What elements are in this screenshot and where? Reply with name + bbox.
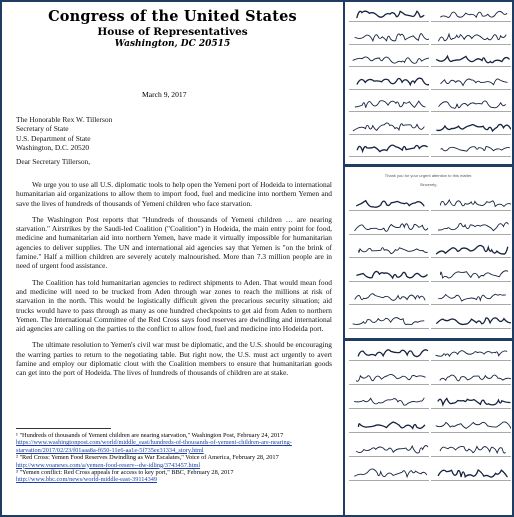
signature [431, 96, 511, 116]
body-paragraph: The Washington Post reports that "Hundreds of thousands of Yemeni children … are nearing starvation." Airstrikes by the Saudi-led Coalition ("Coalition") in Hodeida, the main entry point for food, medicine and humanitarian aid into northern Yemen, have made it virtually impossible for humanitarian agencies to deliver supplies. The UN and international aid agencies say that Yemen is "on the brink of famine." Half a million children are severely acutely malnourished. More than 7.3 million people are in need of urgent food assistance. [16, 214, 332, 271]
footnote: ¹ "Hundreds of thousands of Yemeni children are nearing starvation," Washington Post, February 24, 2017 [16, 432, 284, 439]
signature-caption-line [349, 210, 429, 215]
signature [349, 289, 429, 309]
signature [349, 6, 429, 26]
signature-row [345, 141, 512, 164]
signature [349, 29, 429, 49]
signature-row [345, 417, 512, 443]
letter-page [2, 2, 343, 515]
signature-caption-line [349, 384, 429, 389]
footnote-link[interactable]: http://www.voanews.com/a/yemen-food-reserv--dw-idling/3743457.html [16, 461, 201, 469]
signature [431, 417, 511, 437]
footnotes [16, 428, 336, 484]
signature-row [345, 369, 512, 395]
signature-caption-line [431, 21, 511, 26]
signature [431, 369, 511, 389]
recipient-address [16, 115, 332, 152]
signature-row [345, 313, 512, 339]
signature [349, 369, 429, 389]
signature-caption-line [349, 328, 429, 333]
signature-caption-line [349, 408, 429, 413]
signature [349, 345, 429, 365]
signature [349, 417, 429, 437]
signature-row [345, 393, 512, 419]
signature [431, 6, 511, 26]
signature-row [345, 345, 512, 371]
signature [349, 96, 429, 116]
signature [431, 465, 511, 485]
signature-caption-line [431, 134, 511, 139]
signature-caption-line [431, 234, 511, 239]
signature [431, 74, 511, 94]
signature [431, 119, 511, 139]
signature-row [345, 266, 512, 292]
signature-caption-line [431, 44, 511, 49]
signature-row [345, 242, 512, 268]
recipient-line: Secretary of State [16, 124, 69, 134]
signature-page-3 [345, 341, 512, 515]
body-paragraph: We urge you to use all U.S. diplomatic tools to help open the Yemeni port of Hodeida to international humanitarian aid organizations to allow them to import food, fuel and medicine into northern Yemen and save the lives of hundreds of thousands of Yemeni children who face starvation. [16, 180, 332, 208]
footnote: ³ "Yemen conflict: Red Cross appeals for access to key port," BBC, February 28, 2017 [16, 469, 234, 477]
signature [431, 441, 511, 461]
signature [349, 219, 429, 239]
signature-caption-line [431, 432, 511, 437]
signature [349, 74, 429, 94]
signature [431, 242, 511, 262]
signature-caption-line [431, 384, 511, 389]
letterhead-congress: Congress of the United States [48, 8, 297, 25]
signature-caption-line [431, 480, 511, 485]
body-paragraph: The ultimate resolution to Yemen's civil war must be diplomatic, and the U.S. should be encouraging the warring parties to return to the negotiating table. But right now, the U.S. must act urgently to avert famine and employ our diplomatic clout with the Coalition members to ensure that humanitarian goods can get into the port of Hodeida. The lives of hundreds of thousands of children are at stake. [16, 340, 332, 378]
signature [349, 195, 429, 215]
signature [431, 51, 511, 71]
signature-caption-line [431, 360, 511, 365]
signature-caption-line [349, 156, 429, 161]
signature [349, 242, 429, 262]
recipient-line: U.S. Department of State [16, 133, 91, 143]
signature [431, 141, 511, 161]
signature-caption-line [349, 304, 429, 309]
signature-row [345, 195, 512, 221]
signature-caption-line [349, 21, 429, 26]
signature-row [345, 219, 512, 245]
salutation: Dear Secretary Tillerson, [16, 157, 91, 166]
signature-caption-line [431, 257, 511, 262]
body-paragraph: The Coalition has told humanitarian agencies to redirect shipments to Aden. That would mean food and medicine will need to be trucked from Aden through war zones to reach the millions at risk of starvation in the north. This would be logistically difficult given the precarious security situation; aid trucks would have to pass through as many as one hundred checkpoints to get aid from Aden to northern Yemen. The International Committee of the Red Cross says food reserves are dwindling and international aid agencies are calling on the parties to the conflict to allow food, fuel and medicine into Hodeida port. [16, 277, 332, 334]
closing: Sincerely, [419, 182, 438, 187]
signature [349, 465, 429, 485]
signature-caption-line [349, 480, 429, 485]
footnote-link[interactable]: http://www.bbc.com/news/world-middle-east-39114349 [16, 476, 158, 484]
signature [431, 29, 511, 49]
signature [431, 313, 511, 333]
signature-caption-line [349, 66, 429, 71]
footnote: ² "Red Cross: Yemen Food Reserves Dwindling as War Escalates," Voice of America, February 28, 2017 [16, 454, 279, 462]
signature [431, 195, 511, 215]
signature-caption-line [431, 408, 511, 413]
signature-caption-line [349, 257, 429, 262]
signature-caption-line [431, 66, 511, 71]
signature-caption-line [431, 456, 511, 461]
signature-row [345, 465, 512, 491]
signature-caption-line [349, 281, 429, 286]
signature-caption-line [431, 89, 511, 94]
signature [349, 441, 429, 461]
letterhead-city: Washington, DC 20515 [114, 39, 231, 49]
signature-caption-line [349, 234, 429, 239]
signature-row [345, 441, 512, 467]
footnote-rule [16, 428, 111, 429]
signature-caption-line [349, 44, 429, 49]
signature [431, 393, 511, 413]
signature [349, 393, 429, 413]
thanks-line: Thank you for your urgent attention to this matter. [384, 173, 473, 178]
recipient-line: Washington, D.C. 20520 [16, 142, 90, 152]
signature-caption-line [349, 432, 429, 437]
letterhead [2, 8, 343, 49]
signature [431, 289, 511, 309]
recipient-line: The Honorable Rex W. Tillerson [16, 115, 113, 124]
signature-page-1 [345, 2, 512, 164]
signature-caption-line [431, 156, 511, 161]
signature-caption-line [349, 456, 429, 461]
signature [431, 219, 511, 239]
signature [349, 51, 429, 71]
signature-caption-line [431, 281, 511, 286]
footnote-link[interactable]: https://www.washingtonpost.com/world/middle_east/hundreds-of-thousands-of-yemeni-children-are-nearing-starvation/2017/02/23/f01aaa8a-f650-11e6-aa1e-5f735ee31334_story.html [16, 439, 292, 454]
signature [431, 345, 511, 365]
letterhead-house: House of Representatives [97, 26, 248, 38]
signature [431, 266, 511, 286]
signature-caption-line [349, 89, 429, 94]
signature [349, 313, 429, 333]
signature [349, 266, 429, 286]
signature-caption-line [431, 210, 511, 215]
signature [349, 141, 429, 161]
signature-caption-line [431, 111, 511, 116]
signature-page-2 [345, 167, 512, 338]
signature-caption-line [431, 304, 511, 309]
signature-row [345, 289, 512, 315]
signature-caption-line [349, 360, 429, 365]
signature [349, 119, 429, 139]
letter-body [16, 180, 332, 385]
signature-caption-line [431, 328, 511, 333]
signature-caption-line [349, 111, 429, 116]
letter-date: March 9, 2017 [142, 90, 187, 99]
signature-caption-line [349, 134, 429, 139]
